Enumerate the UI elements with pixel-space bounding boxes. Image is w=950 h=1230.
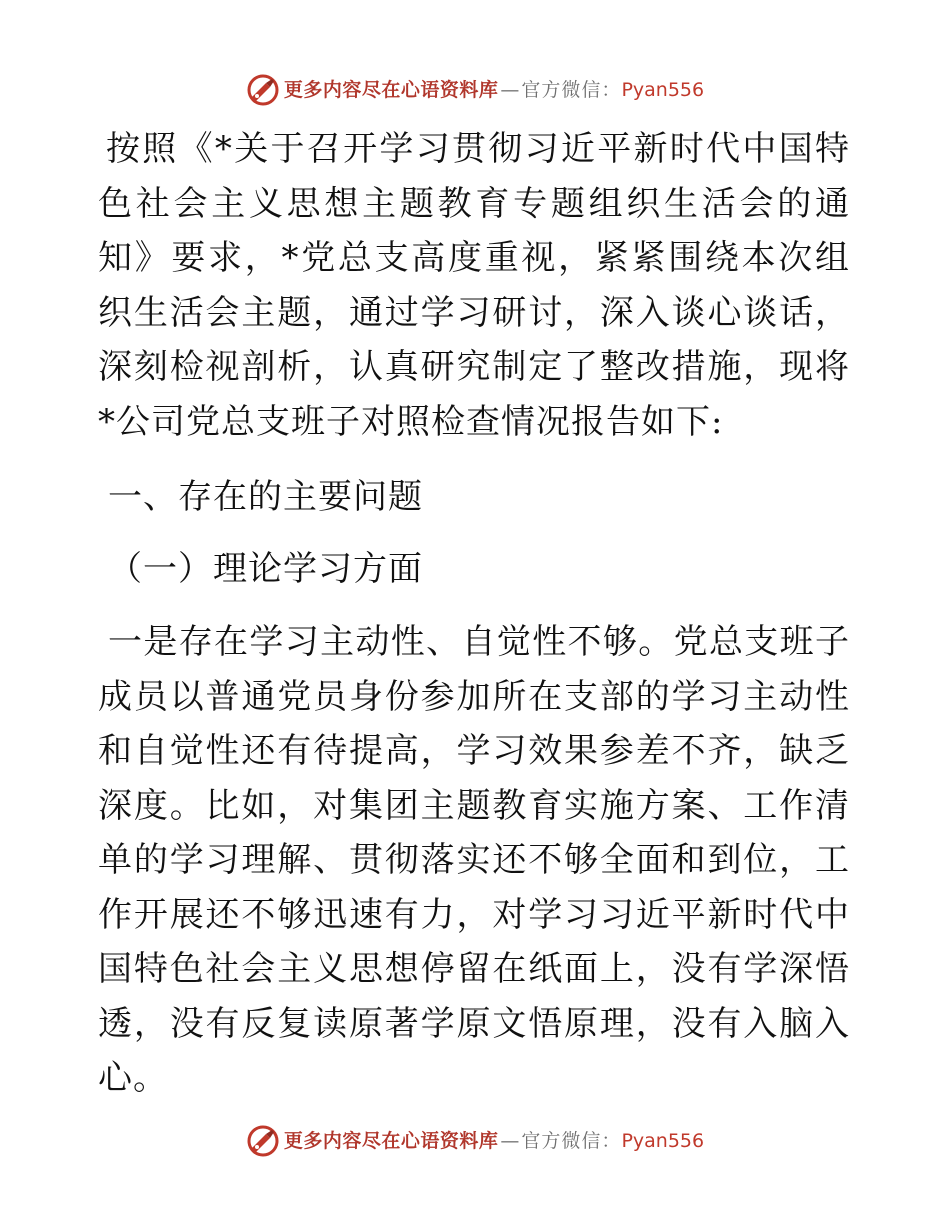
section-heading: 一、存在的主要问题: [108, 477, 423, 517]
watermark-brand: 更多内容尽在心语资料库: [283, 79, 499, 101]
watermark-contact-prefix: 官方微信：: [521, 1130, 622, 1152]
brand-logo-icon: [246, 73, 280, 107]
watermark-header: [0, 70, 950, 110]
watermark-contact-id: Pyan556: [621, 1130, 705, 1152]
watermark-contact-prefix: 官方微信：: [521, 79, 622, 101]
watermark-dash: —: [500, 79, 520, 101]
intro-paragraph: 按照《*关于召开学习贯彻习近平新时代中国特色社会主义思想主题教育专题组织生活会的通知》要求，*党总支高度重视，紧紧围绕本次组织生活会主题，通过学习研讨，深入谈心谈话，深刻检视剖析，认真研究制定了整改措施，现将*公司党总支班子对照检查情况报告如下:: [98, 129, 850, 442]
body-paragraph: 一是存在学习主动性、自觉性不够。党总支班子成员以普通党员身份参加所在支部的学习主动性和自觉性还有待提高，学习效果参差不齐，缺乏深度。比如，对集团主题教育实施方案、工作清单的学习理解、贯彻落实还不够全面和到位，工作开展还不够迅速有力，对学习习近平新时代中国特色社会主义思想停留在纸面上，没有学深悟透，没有反复读原著学原文悟原理，没有入脑入心。: [98, 622, 850, 1098]
watermark-dash: —: [500, 1130, 520, 1152]
document-body: [98, 122, 850, 1106]
subsection-heading: （一）理论学习方面: [108, 548, 423, 589]
watermark-contact-id: Pyan556: [621, 79, 705, 101]
brand-logo-icon: [246, 1124, 280, 1158]
watermark-footer: [0, 1121, 950, 1161]
watermark-brand: 更多内容尽在心语资料库: [283, 1130, 499, 1152]
